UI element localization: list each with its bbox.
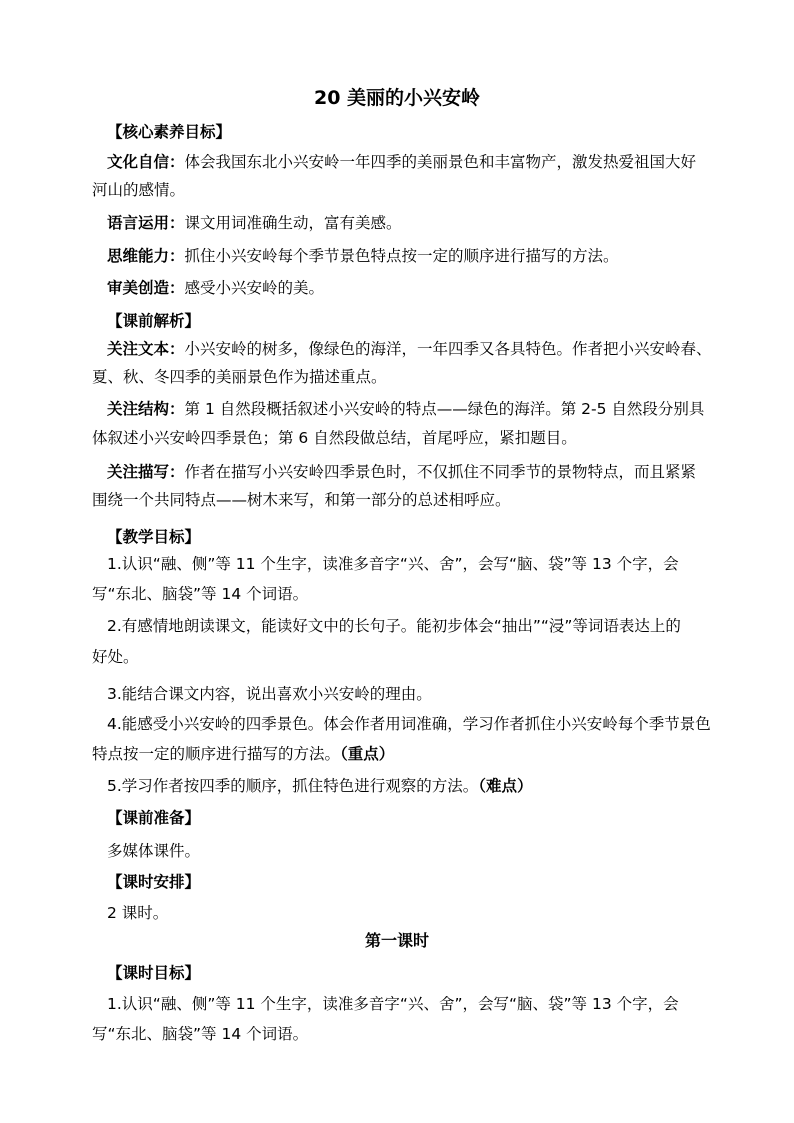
teaching-goal-1: 1.认识“融、侧”等 11 个生字，读准多音字“兴、舍”，会写“脑、袋”等 13 个字，会 — [107, 555, 679, 573]
lesson-one-title: 第一课时 — [364, 931, 429, 950]
core-goals-heading: 【核心素养目标】 — [107, 123, 232, 141]
teaching-goal-5 — [107, 775, 533, 797]
teaching-goal-4-continuation — [92, 743, 394, 765]
focus-description-label: 关注描写： — [107, 463, 185, 481]
focus-text-continuation: 夏、秋、冬四季的美丽景色作为描述重点。 — [92, 368, 387, 386]
focus-structure-label: 关注结构： — [107, 400, 185, 418]
teaching-goal-2-continuation: 好处。 — [92, 648, 139, 666]
language-use-line — [107, 212, 402, 234]
aesthetic-creation-text: 感受小兴安岭的美。 — [184, 279, 325, 297]
focus-description-line — [107, 461, 696, 483]
lesson-goals-heading: 【课时目标】 — [107, 964, 201, 982]
schedule-text: 2 课时。 — [107, 904, 169, 922]
language-use-label: 语言运用： — [107, 214, 185, 232]
culture-confidence-label: 文化自信： — [107, 153, 185, 171]
thinking-ability-line — [107, 245, 619, 267]
teaching-goal-3: 3.能结合课文内容，说出喜欢小兴安岭的理由。 — [107, 685, 432, 703]
teaching-goal-4: 4.能感受小兴安岭的四季景色。体会作者用词准确，学习作者抓住小兴安岭每个季节景色 — [107, 715, 711, 733]
language-use-text: 课文用词准确生动，富有美感。 — [184, 214, 402, 232]
focus-structure-continuation: 体叙述小兴安岭四季景色；第 6 自然段做总结，首尾呼应，紧扣题目。 — [92, 429, 577, 447]
focus-structure-text: 第 1 自然段概括叙述小兴安岭的特点——绿色的海洋。第 2-5 自然段分别具 — [184, 400, 705, 418]
aesthetic-creation-label: 审美创造： — [107, 279, 185, 297]
aesthetic-creation-line — [107, 277, 324, 299]
teaching-goal-4-text: 特点按一定的顺序进行描写的方法。 — [92, 745, 341, 763]
teaching-goals-heading: 【教学目标】 — [107, 528, 201, 546]
document-title: 20 美丽的小兴安岭 — [313, 87, 481, 109]
focus-structure-line — [107, 398, 704, 420]
culture-confidence-text: 体会我国东北小兴安岭一年四季的美丽景色和丰富物产，激发热爱祖国大好 — [184, 153, 697, 171]
focus-text-line — [107, 338, 712, 360]
focus-description-text: 作者在描写小兴安岭四季景色时，不仅抓住不同季节的景物特点，而且紧紧 — [184, 463, 697, 481]
focus-text-text: 小兴安岭的树多，像绿色的海洋，一年四季又各具特色。作者把小兴安岭春、 — [184, 340, 712, 358]
focus-description-continuation: 围绕一个共同特点——树木来写，和第一部分的总述相呼应。 — [92, 491, 511, 509]
pre-analysis-heading: 【课前解析】 — [107, 312, 201, 330]
thinking-ability-label: 思维能力： — [107, 247, 185, 265]
preparation-text: 多媒体课件。 — [107, 842, 201, 860]
culture-confidence-continuation: 河山的感情。 — [92, 181, 186, 199]
lesson-goal-1-continuation: 写“东北、脑袋”等 14 个词语。 — [92, 1025, 309, 1043]
preparation-heading: 【课前准备】 — [107, 809, 201, 827]
culture-confidence-line — [107, 151, 696, 173]
difficult-point-tag: （难点） — [478, 777, 533, 795]
teaching-goal-5-text: 5.学习作者按四季的顺序，抓住特色进行观察的方法。 — [107, 777, 479, 795]
focus-text-label: 关注文本： — [107, 340, 185, 358]
teaching-goal-2: 2.有感情地朗读课文，能读好文中的长句子。能初步体会“抽出”“浸”等词语表达上的 — [107, 617, 681, 635]
key-point-tag: （重点） — [340, 745, 395, 763]
schedule-heading: 【课时安排】 — [107, 873, 201, 891]
teaching-goal-1-continuation: 写“东北、脑袋”等 14 个词语。 — [92, 585, 309, 603]
thinking-ability-text: 抓住小兴安岭每个季节景色特点按一定的顺序进行描写的方法。 — [184, 247, 619, 265]
lesson-goal-1: 1.认识“融、侧”等 11 个生字，读准多音字“兴、舍”，会写“脑、袋”等 13 个字，会 — [107, 995, 679, 1013]
